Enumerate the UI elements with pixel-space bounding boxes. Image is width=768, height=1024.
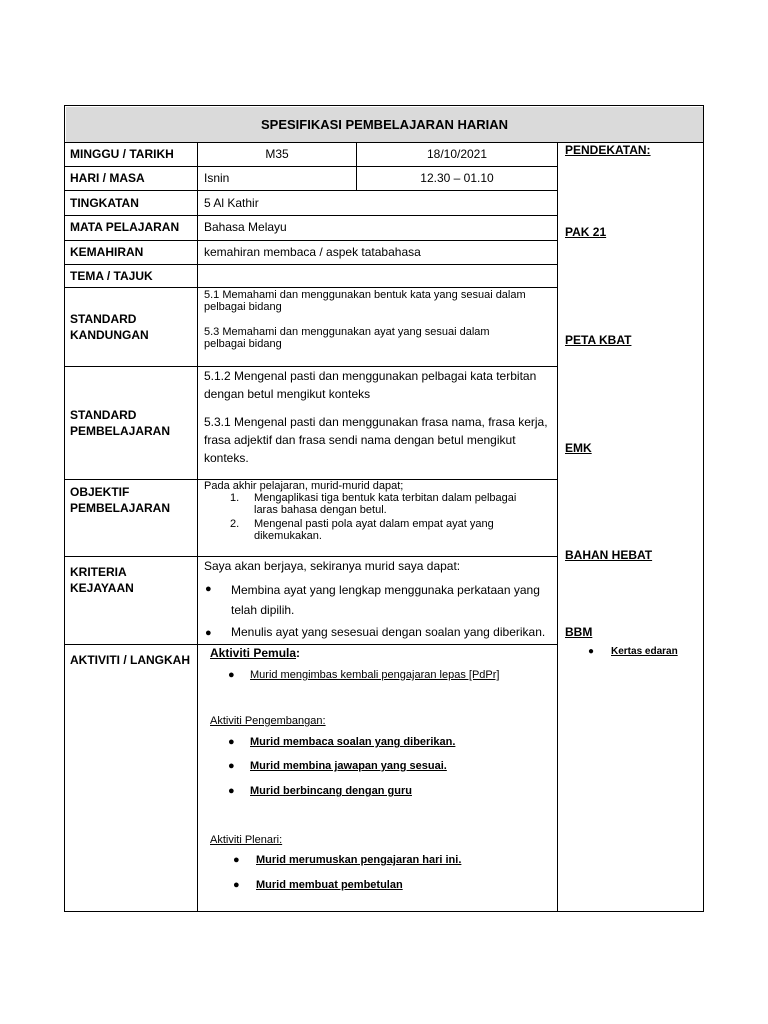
bullet-icon: ●	[228, 785, 235, 797]
bullet-icon: ●	[228, 669, 235, 681]
time-value: 12.30 – 01.10	[420, 171, 494, 185]
bullet-icon: ●	[228, 736, 235, 748]
text-line: laras bahasa dengan betul.	[254, 504, 387, 516]
column-divider	[557, 142, 558, 912]
text-line: frasa adjektif dan frasa sendi nama dengan betul mengikut	[204, 433, 516, 447]
kriteria-item-2: Menulis ayat yang sesesuai dengan soalan yang diberikan.	[231, 625, 546, 639]
text-line: 5.1.2 Mengenal pasti dan menggunakan pelbagai kata terbitan	[204, 369, 537, 383]
row-divider	[64, 240, 558, 241]
bullet-icon: ●	[233, 879, 240, 891]
aktiviti-label: AKTIVITI / LANGKAH	[70, 653, 190, 667]
aktiviti-pengembangan-item: Murid berbincang dengan guru	[250, 785, 412, 797]
bbm-item: Kertas edaran	[611, 646, 678, 657]
column-divider	[197, 142, 198, 912]
objektif-item-1	[254, 492, 516, 516]
peta-kbat-heading: PETA KBAT	[565, 333, 632, 347]
standard-pembelajaran-label	[70, 407, 170, 439]
kriteria-label	[70, 564, 134, 596]
label-line: STANDARD	[70, 408, 137, 422]
objektif-label	[70, 484, 170, 516]
label-line: STANDARD	[70, 312, 137, 326]
kriteria-intro: Saya akan berjaya, sekiranya murid saya dapat:	[204, 559, 461, 573]
aktiviti-pemula-item: Murid mengimbas kembali pengajaran lepas [PdPr]	[250, 669, 500, 681]
emk-heading: EMK	[565, 441, 592, 455]
standard-pembelajaran-5-1-2	[204, 367, 536, 403]
bbm-heading: BBM	[565, 625, 593, 639]
bullet-icon: ●	[588, 646, 595, 657]
objektif-number: 1.	[230, 492, 240, 504]
mata-pelajaran-value: Bahasa Melayu	[204, 220, 287, 234]
week-value: M35	[265, 147, 289, 161]
date-value: 18/10/2021	[426, 147, 488, 161]
pak21-heading: PAK 21	[565, 225, 607, 239]
tingkatan-label: TINGKATAN	[70, 196, 139, 210]
tingkatan-value: 5 Al Kathir	[204, 196, 259, 210]
label-line: KRITERIA	[70, 565, 127, 579]
text-line: konteks.	[204, 451, 249, 465]
text-line: Membina ayat yang lengkap menggunaka perkataan yang	[231, 583, 540, 597]
text-line: Mengenal pasti pola ayat dalam empat ayat yang	[254, 518, 494, 530]
tema-tajuk-label: TEMA / TAJUK	[70, 269, 153, 283]
label-line: PEMBELAJARAN	[70, 424, 171, 438]
mata-pelajaran-label: MATA PELAJARAN	[70, 220, 180, 234]
standard-kandungan-5-1	[204, 289, 526, 313]
kriteria-item-1	[231, 580, 540, 620]
kemahiran-value: kemahiran membaca / aspek tatabahasa	[204, 245, 421, 259]
row-divider	[64, 215, 558, 216]
label-line: KANDUNGAN	[70, 328, 149, 342]
row-divider	[64, 190, 558, 191]
aktiviti-plenari-item: Murid membuat pembetulan	[256, 879, 403, 891]
kemahiran-label: KEMAHIRAN	[70, 245, 144, 259]
text-line: pelbagai bidang	[204, 338, 282, 350]
minggu-tarikh-label: MINGGU / TARIKH	[70, 147, 174, 161]
text-line: Mengaplikasi tiga bentuk kata terbitan dalam pelbagai	[254, 492, 517, 504]
text-line: dengan betul mengikut konteks	[204, 387, 371, 401]
objektif-number: 2.	[230, 518, 240, 530]
text-line: 5.1 Memahami dan menggunakan bentuk kata yang sesuai dalam	[204, 289, 526, 301]
row-divider	[64, 287, 558, 288]
text-line: dikemukakan.	[254, 530, 322, 542]
row-divider	[64, 264, 558, 265]
text-line: telah dipilih.	[231, 603, 295, 617]
label-line: PEMBELAJARAN	[70, 501, 171, 515]
row-divider	[64, 142, 558, 143]
row-divider	[64, 166, 558, 167]
hari-masa-label: HARI / MASA	[70, 171, 145, 185]
aktiviti-pengembangan-item: Murid membina jawapan yang sesuai.	[250, 760, 447, 772]
page-title: SPESIFIKASI PEMBELAJARAN HARIAN	[66, 107, 703, 143]
standard-pembelajaran-5-3-1	[204, 413, 548, 467]
row-divider	[64, 644, 558, 645]
heading-text: Aktiviti Pemula	[210, 646, 297, 660]
heading-colon: :	[296, 646, 301, 660]
label-line: OBJEKTIF	[70, 485, 130, 499]
text-line: pelbagai bidang	[204, 301, 282, 313]
bullet-icon: ●	[205, 583, 212, 595]
standard-kandungan-label	[70, 311, 149, 343]
aktiviti-plenari-heading: Aktiviti Plenari:	[210, 834, 283, 846]
aktiviti-pemula-heading	[210, 646, 300, 661]
bullet-icon: ●	[233, 854, 240, 866]
day-value: Isnin	[204, 171, 230, 185]
bullet-icon: ●	[205, 627, 212, 639]
standard-kandungan-5-3	[204, 326, 490, 350]
aktiviti-plenari-item: Murid merumuskan pengajaran hari ini.	[256, 854, 462, 866]
text-line: 5.3 Memahami dan menggunakan ayat yang sesuai dalam	[204, 326, 490, 338]
label-line: KEJAYAAN	[70, 581, 134, 595]
objektif-item-2	[254, 518, 494, 542]
objektif-intro: Pada akhir pelajaran, murid-murid dapat;	[204, 480, 404, 492]
bahan-hebat-heading: BAHAN HEBAT	[565, 548, 653, 562]
pendekatan-heading: PENDEKATAN:	[565, 143, 651, 157]
bullet-icon: ●	[228, 760, 235, 772]
text-line: 5.3.1 Mengenal pasti dan menggunakan frasa nama, frasa kerja,	[204, 415, 548, 429]
row-divider	[64, 556, 558, 557]
aktiviti-pengembangan-heading: Aktiviti Pengembangan:	[210, 715, 326, 727]
aktiviti-pengembangan-item: Murid membaca soalan yang diberikan.	[250, 736, 456, 748]
